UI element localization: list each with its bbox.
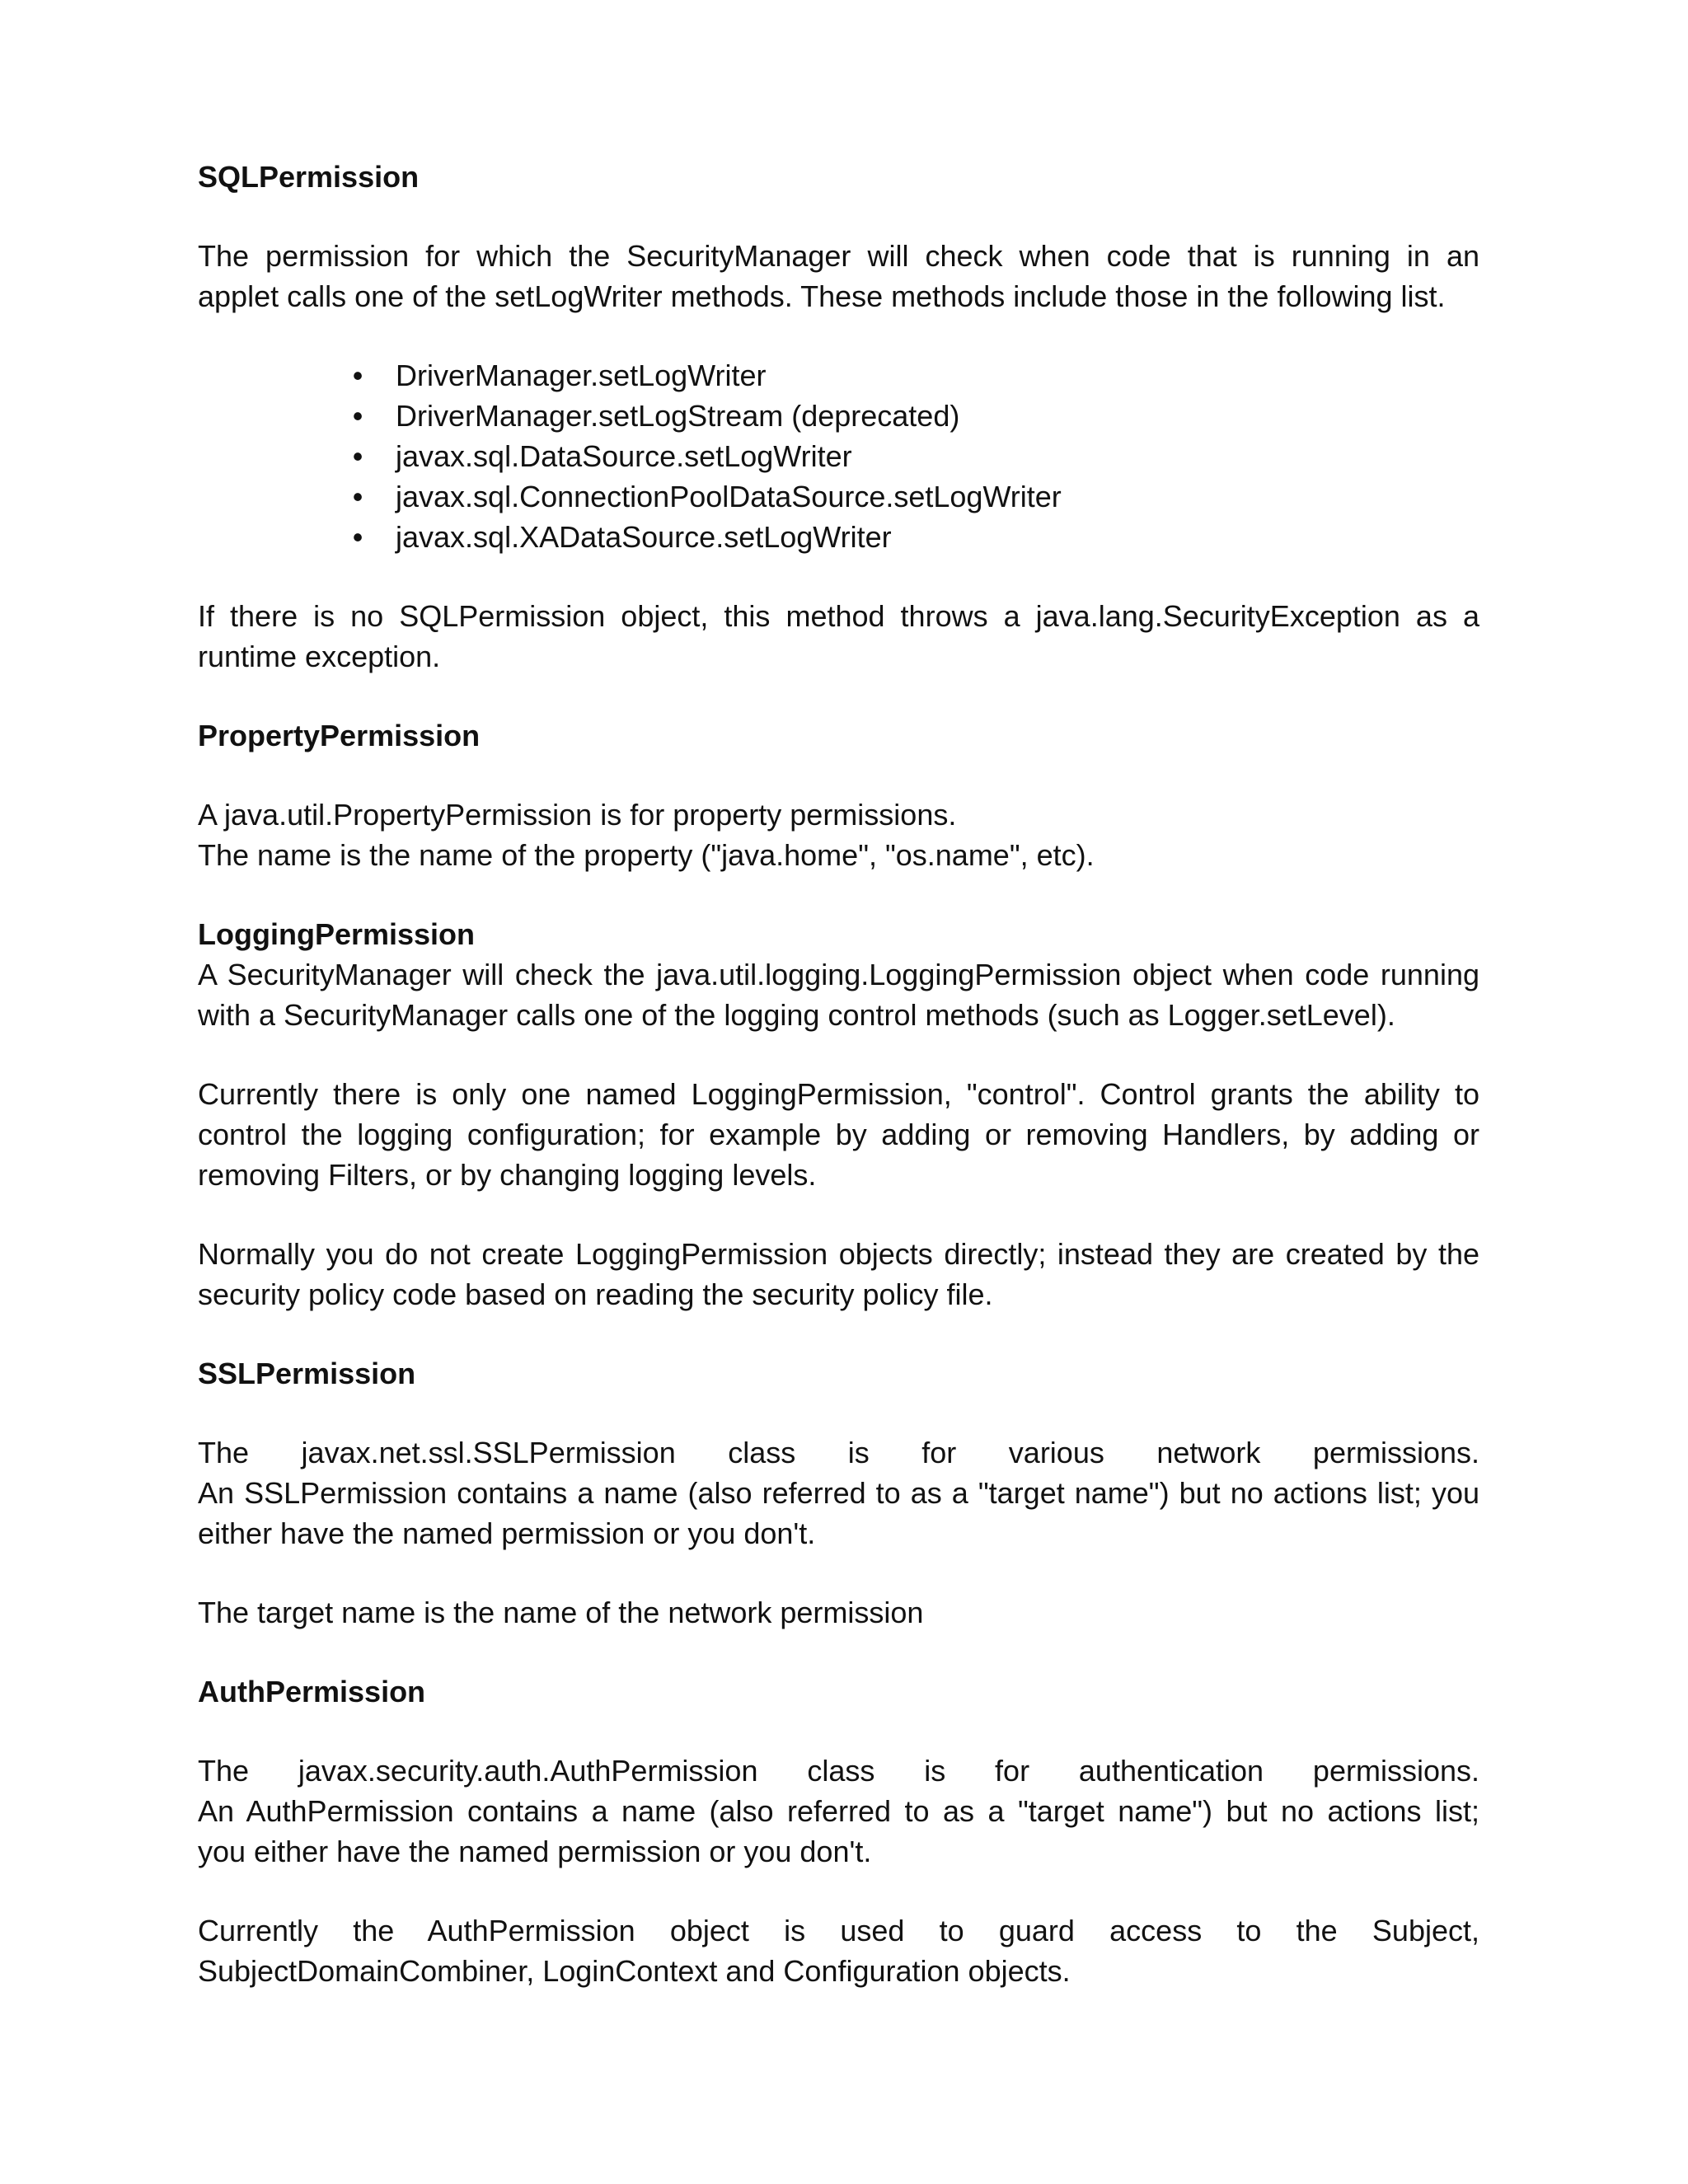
list-item-text: javax.sql.XADataSource.setLogWriter: [396, 520, 892, 554]
ssl-paragraph-1: [198, 1432, 1479, 1554]
list-item: [349, 355, 1479, 396]
text-line: The target name is the name of the network permission: [198, 1596, 924, 1629]
bullet-icon: •: [352, 520, 363, 554]
text-line: runtime exception.: [198, 640, 441, 673]
spacer: [198, 1315, 1479, 1353]
list-item: [349, 476, 1479, 517]
spacer: [198, 1195, 1479, 1234]
text-line: you either have the named permission or you don't.: [198, 1835, 872, 1868]
sql-outro-paragraph: [198, 596, 1479, 677]
text-line: The javax.net.ssl.SSLPermission class is for various network permissions.: [198, 1436, 1479, 1469]
text-line: The permission for which the SecurityManager will check when code that is running in an: [198, 239, 1479, 273]
document-page: [198, 157, 1479, 1991]
text-line: Currently there is only one named LoggingPermission, "control". Control grants the ability to: [198, 1077, 1479, 1111]
list-item-text: DriverManager.setLogStream (deprecated): [396, 399, 960, 433]
list-item: [349, 436, 1479, 476]
text-line: An AuthPermission contains a name (also referred to as a "target name") but no actions list;: [198, 1794, 1479, 1828]
text-line: either have the named permission or you don't.: [198, 1516, 816, 1550]
bullet-icon: •: [352, 399, 363, 433]
method-list: [198, 355, 1479, 557]
spacer: [198, 1872, 1479, 1910]
text-line: SubjectDomainCombiner, LoginContext and Configuration objects.: [198, 1954, 1071, 1988]
list-item: [349, 517, 1479, 557]
spacer: [198, 756, 1479, 794]
spacer: [198, 1394, 1479, 1432]
text-line: control the logging configuration; for example by adding or removing Handlers, by adding or: [198, 1118, 1479, 1151]
text-line: security policy code based on reading the security policy file.: [198, 1277, 993, 1311]
text-line: Normally you do not create LoggingPermission objects directly; instead they are created by the: [198, 1237, 1479, 1271]
text-line: The name is the name of the property ("java.home", "os.name", etc).: [198, 838, 1095, 872]
text-line: An SSLPermission contains a name (also referred to as a "target name") but no actions list; you: [198, 1476, 1479, 1510]
spacer: [198, 1633, 1479, 1671]
spacer: [198, 316, 1479, 355]
list-item-text: javax.sql.DataSource.setLogWriter: [396, 439, 852, 473]
text-line: A java.util.PropertyPermission is for property permissions.: [198, 798, 957, 832]
text-line: If there is no SQLPermission object, this method throws a java.lang.SecurityException as a: [198, 599, 1479, 633]
text-line: A SecurityManager will check the java.util.logging.LoggingPermission object when code running: [198, 958, 1479, 991]
text-line: removing Filters, or by changing logging levels.: [198, 1158, 817, 1192]
heading-sslpermission: SSLPermission: [198, 1357, 416, 1390]
list-item: [349, 396, 1479, 436]
heading-sqlpermission: SQLPermission: [198, 160, 420, 194]
spacer: [198, 677, 1479, 715]
spacer: [198, 197, 1479, 236]
list-item-text: DriverManager.setLogWriter: [396, 359, 767, 392]
auth-paragraph-2: [198, 1910, 1479, 1991]
text-line: Currently the AuthPermission object is used to guard access to the Subject,: [198, 1914, 1479, 1947]
spacer: [198, 1554, 1479, 1592]
heading-propertypermission: PropertyPermission: [198, 719, 481, 752]
heading-loggingpermission: LoggingPermission: [198, 917, 476, 951]
property-paragraph: [198, 794, 1479, 875]
text-line: with a SecurityManager calls one of the logging control methods (such as Logger.setLevel).: [198, 998, 1395, 1032]
logging-paragraph-2: [198, 1074, 1479, 1195]
spacer: [198, 1035, 1479, 1074]
auth-paragraph-1: [198, 1750, 1479, 1872]
spacer: [198, 1712, 1479, 1750]
list-item-text: javax.sql.ConnectionPoolDataSource.setLogWriter: [396, 480, 1062, 513]
bullet-icon: •: [352, 359, 363, 392]
bullet-icon: •: [352, 480, 363, 513]
sql-intro-paragraph: [198, 236, 1479, 316]
spacer: [198, 557, 1479, 596]
logging-paragraph-1: [198, 954, 1479, 1035]
ssl-paragraph-2: [198, 1592, 1479, 1633]
spacer: [198, 875, 1479, 914]
bullet-icon: •: [352, 439, 363, 473]
logging-paragraph-3: [198, 1234, 1479, 1315]
text-line: applet calls one of the setLogWriter methods. These methods include those in the following list.: [198, 279, 1446, 313]
heading-authpermission: AuthPermission: [198, 1675, 426, 1708]
text-line: The javax.security.auth.AuthPermission class is for authentication permissions.: [198, 1754, 1479, 1788]
